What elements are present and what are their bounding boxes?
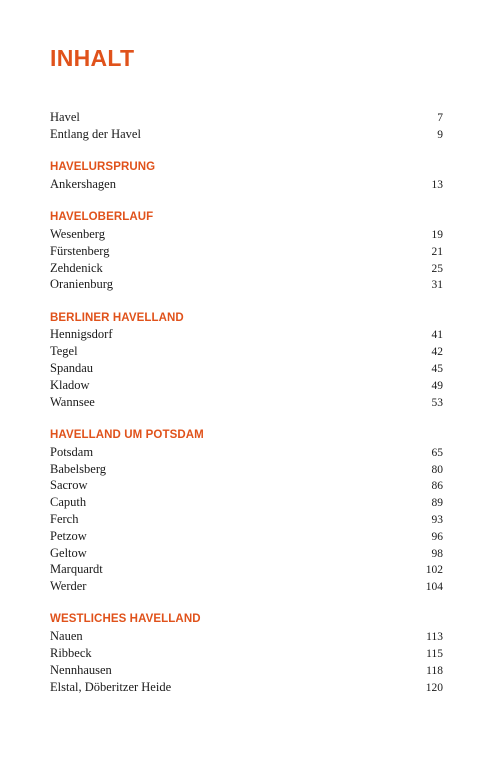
- toc-entry-label: Entlang der Havel: [50, 126, 141, 141]
- toc-entry-label: Caputh: [50, 495, 87, 510]
- section-heading: WESTLICHES HAVELLAND: [50, 613, 201, 626]
- toc-entry[interactable]: [50, 260, 443, 277]
- toc-entry[interactable]: [50, 461, 443, 478]
- toc-entry[interactable]: [50, 377, 443, 394]
- toc-entry-page: 42: [431, 346, 443, 359]
- toc-entry-label: Hennigsdorf: [50, 327, 113, 342]
- toc-section: [50, 427, 443, 595]
- toc-entry-page: 45: [431, 363, 443, 376]
- toc-section: [50, 310, 443, 411]
- toc-entry-label: Kladow: [50, 377, 90, 392]
- table-of-contents: [50, 109, 443, 695]
- toc-entry-label: Nauen: [50, 629, 83, 644]
- toc-entry-page: 53: [431, 396, 443, 409]
- toc-entry-page: 7: [437, 112, 443, 124]
- toc-section: [50, 611, 443, 695]
- toc-intro-group: [50, 109, 443, 143]
- toc-entry[interactable]: [50, 545, 443, 562]
- toc-entry-label: Ribbeck: [50, 646, 92, 661]
- toc-entry[interactable]: [50, 561, 443, 578]
- toc-entry[interactable]: [50, 511, 443, 528]
- toc-entry-label: Wannsee: [50, 394, 95, 409]
- toc-entry[interactable]: [50, 226, 443, 243]
- toc-entry-label: Ferch: [50, 511, 79, 526]
- toc-entry[interactable]: [50, 243, 443, 260]
- toc-entry-label: Petzow: [50, 528, 87, 543]
- toc-entry-page: 98: [431, 547, 443, 560]
- section-heading: BERLINER HAVELLAND: [50, 311, 184, 324]
- toc-entry-page: 96: [431, 530, 443, 543]
- toc-entry-page: 41: [431, 329, 443, 342]
- toc-entry-page: 31: [431, 279, 443, 292]
- toc-entry-page: 19: [431, 228, 443, 241]
- toc-entry-label: Werder: [50, 579, 87, 594]
- toc-entry[interactable]: [50, 679, 443, 696]
- toc-entry-page: 65: [431, 446, 443, 459]
- toc-entry[interactable]: [50, 628, 443, 645]
- toc-entry[interactable]: [50, 126, 443, 143]
- toc-entry-label: Marquardt: [50, 562, 103, 577]
- toc-entry-page: 25: [431, 262, 443, 275]
- toc-entry[interactable]: [50, 109, 443, 126]
- toc-section: [50, 209, 443, 293]
- section-heading: HAVELLAND UM POTSDAM: [50, 428, 204, 441]
- toc-entry-label: Wesenberg: [50, 226, 105, 241]
- toc-entry-label: Ankershagen: [50, 176, 116, 191]
- toc-entry-page: 118: [426, 664, 443, 677]
- toc-entry-page: 115: [426, 648, 443, 661]
- toc-entry[interactable]: [50, 276, 443, 293]
- toc-entry-page: 104: [425, 581, 443, 594]
- toc-entry-label: Sacrow: [50, 478, 88, 493]
- toc-entry-label: Nennhausen: [50, 662, 112, 677]
- toc-entry-page: 93: [431, 513, 443, 526]
- toc-entry[interactable]: [50, 528, 443, 545]
- toc-entry[interactable]: [50, 578, 443, 595]
- toc-entry-page: 113: [426, 631, 443, 644]
- toc-entry-page: 21: [431, 245, 443, 258]
- toc-entry[interactable]: [50, 343, 443, 360]
- toc-entry-label: Spandau: [50, 361, 94, 376]
- toc-entry[interactable]: [50, 645, 443, 662]
- toc-entry-page: 86: [431, 480, 443, 493]
- page-title: INHALT: [50, 45, 135, 71]
- toc-entry[interactable]: [50, 394, 443, 411]
- toc-entry[interactable]: [50, 444, 443, 461]
- toc-entry[interactable]: [50, 326, 443, 343]
- toc-entry[interactable]: [50, 477, 443, 494]
- toc-entry-page: 49: [431, 379, 443, 392]
- toc-entry[interactable]: [50, 360, 443, 377]
- toc-entry-label: Oranienburg: [50, 277, 113, 292]
- toc-entry[interactable]: [50, 494, 443, 511]
- toc-entry-label: Fürstenberg: [50, 243, 110, 258]
- toc-entry-label: Geltow: [50, 545, 87, 560]
- toc-entry-label: Potsdam: [50, 444, 94, 459]
- toc-entry-label: Zehdenick: [50, 260, 103, 275]
- toc-entry-page: 89: [431, 497, 443, 510]
- toc-section: [50, 159, 443, 193]
- toc-entry-label: Elstal, Döberitzer Heide: [50, 679, 172, 694]
- section-heading: HAVELOBERLAUF: [50, 211, 154, 224]
- toc-entry-label: Havel: [50, 110, 80, 124]
- toc-entry-label: Babelsberg: [50, 461, 107, 476]
- toc-entry-label: Tegel: [50, 344, 78, 359]
- toc-entry-page: 80: [431, 463, 443, 476]
- toc-entry-page: 13: [431, 178, 443, 191]
- toc-entry-page: 102: [425, 564, 443, 577]
- toc-entry-page: 120: [425, 681, 443, 694]
- toc-entry[interactable]: [50, 176, 443, 193]
- toc-entry-page: 9: [437, 128, 443, 141]
- section-heading: HAVELURSPRUNG: [50, 161, 156, 174]
- toc-entry[interactable]: [50, 662, 443, 679]
